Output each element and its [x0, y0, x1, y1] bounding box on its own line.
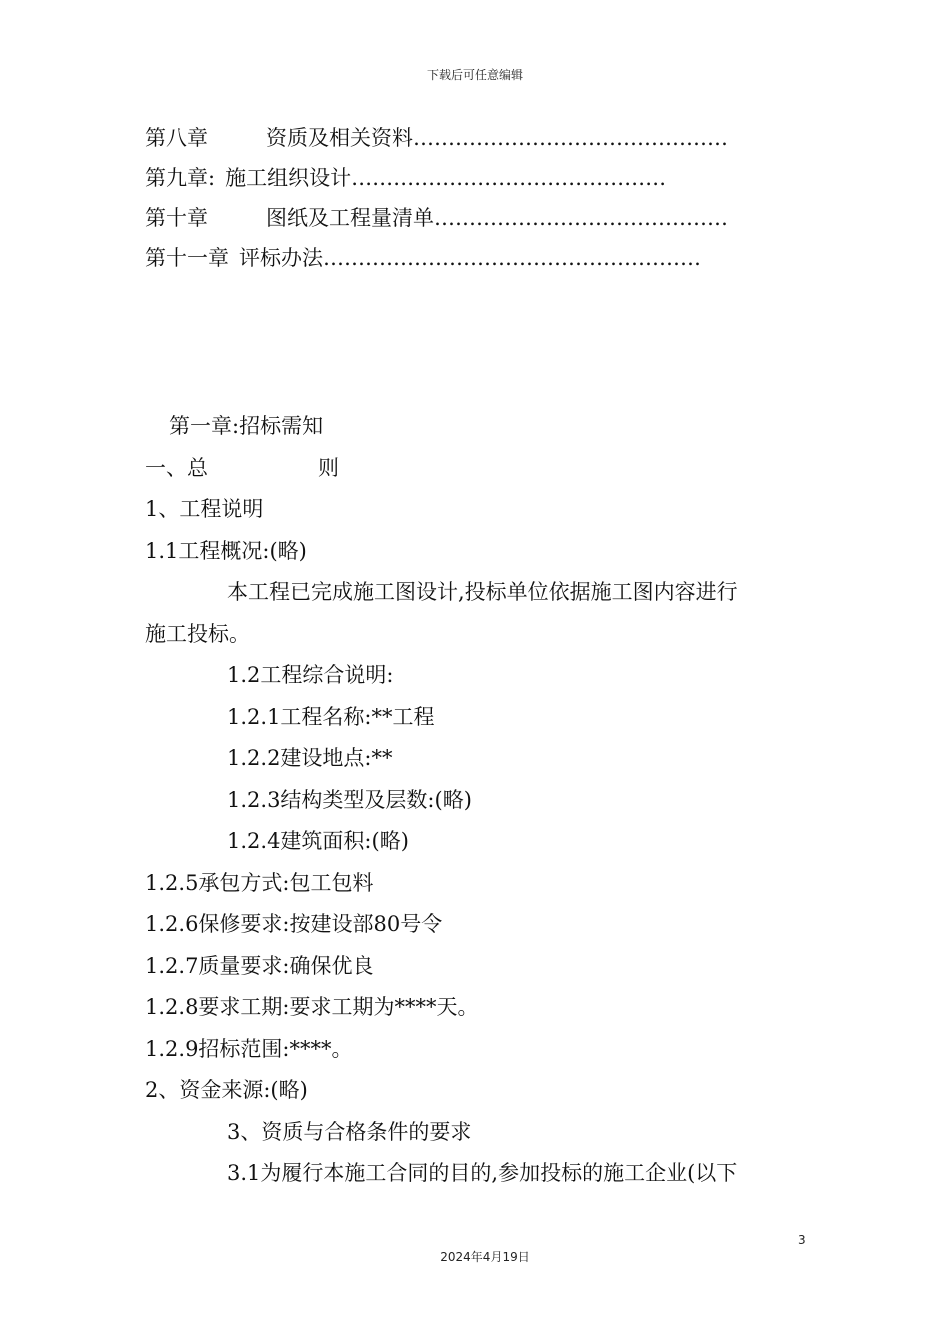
item-structure-type: 1.2.3结构类型及层数:(略) [227, 787, 472, 812]
item-construction-site: 1.2.2建设地点:** [227, 746, 393, 770]
item-project-overview: 1.1工程概况:(略) [145, 538, 307, 563]
section-heading-right: 则 [318, 455, 339, 480]
item-quality: 1.2.7质量要求:确保优良 [145, 953, 374, 978]
toc-chapter-title: 图纸及工程量清单 [266, 206, 434, 230]
section-heading-left: 一、总 [145, 455, 208, 480]
toc-chapter-number: 第十章 [145, 206, 208, 230]
page-footer-date: 2024年4月19日 [440, 1250, 530, 1264]
item-funding-source: 2、资金来源:(略) [145, 1078, 308, 1102]
toc-chapter-number: 第十一章 [145, 246, 229, 270]
item-schedule: 1.2.8要求工期:要求工期为****天。 [145, 995, 479, 1019]
toc-leader-dots: …………………………………… [434, 206, 728, 230]
item-contract-method: 1.2.5承包方式:包工包料 [145, 870, 374, 895]
toc-leader-dots: ……………………………………… [351, 166, 667, 190]
toc-leader-dots: ……………………………………… [413, 126, 728, 150]
toc-entry-chapter-11[interactable] [145, 238, 825, 278]
item-qualification-detail: 3.1为履行本施工合同的目的,参加投标的施工企业(以下 [227, 1161, 738, 1185]
toc-chapter-title: 资质及相关资料 [266, 126, 413, 150]
table-of-contents [145, 118, 825, 278]
item-project-description: 1、工程说明 [145, 497, 264, 521]
item-project-name: 1.2.1工程名称:**工程 [227, 704, 435, 729]
item-scope: 1.2.9招标范围:****。 [145, 1036, 353, 1061]
item-warranty: 1.2.6保修要求:按建设部80号令 [145, 912, 443, 936]
document-body [145, 406, 805, 1195]
toc-entry-chapter-9[interactable] [145, 158, 825, 198]
toc-entry-chapter-8[interactable] [145, 118, 825, 158]
page-number: 3 [798, 1233, 806, 1247]
item-qualification-requirements: 3、资质与合格条件的要求 [227, 1119, 472, 1144]
paragraph-line: 本工程已完成施工图设计,投标单位依据施工图内容进行 [227, 580, 738, 604]
toc-leader-dots: ……………………………………………… [323, 246, 701, 270]
item-building-area: 1.2.4建筑面积:(略) [227, 829, 409, 853]
chapter-heading: 第一章:招标需知 [169, 414, 324, 438]
toc-chapter-number: 第八章 [145, 126, 208, 150]
toc-entry-chapter-10[interactable] [145, 198, 825, 238]
toc-chapter-title: 评标办法 [239, 246, 323, 270]
item-comprehensive-description: 1.2工程综合说明: [227, 663, 394, 687]
section-heading-general [145, 448, 805, 490]
page-header: 下载后可任意编辑 [426, 68, 523, 82]
paragraph-line: 施工投标。 [145, 621, 250, 646]
toc-chapter-number: 第九章: [145, 166, 216, 190]
toc-chapter-title: 施工组织设计 [225, 166, 352, 190]
